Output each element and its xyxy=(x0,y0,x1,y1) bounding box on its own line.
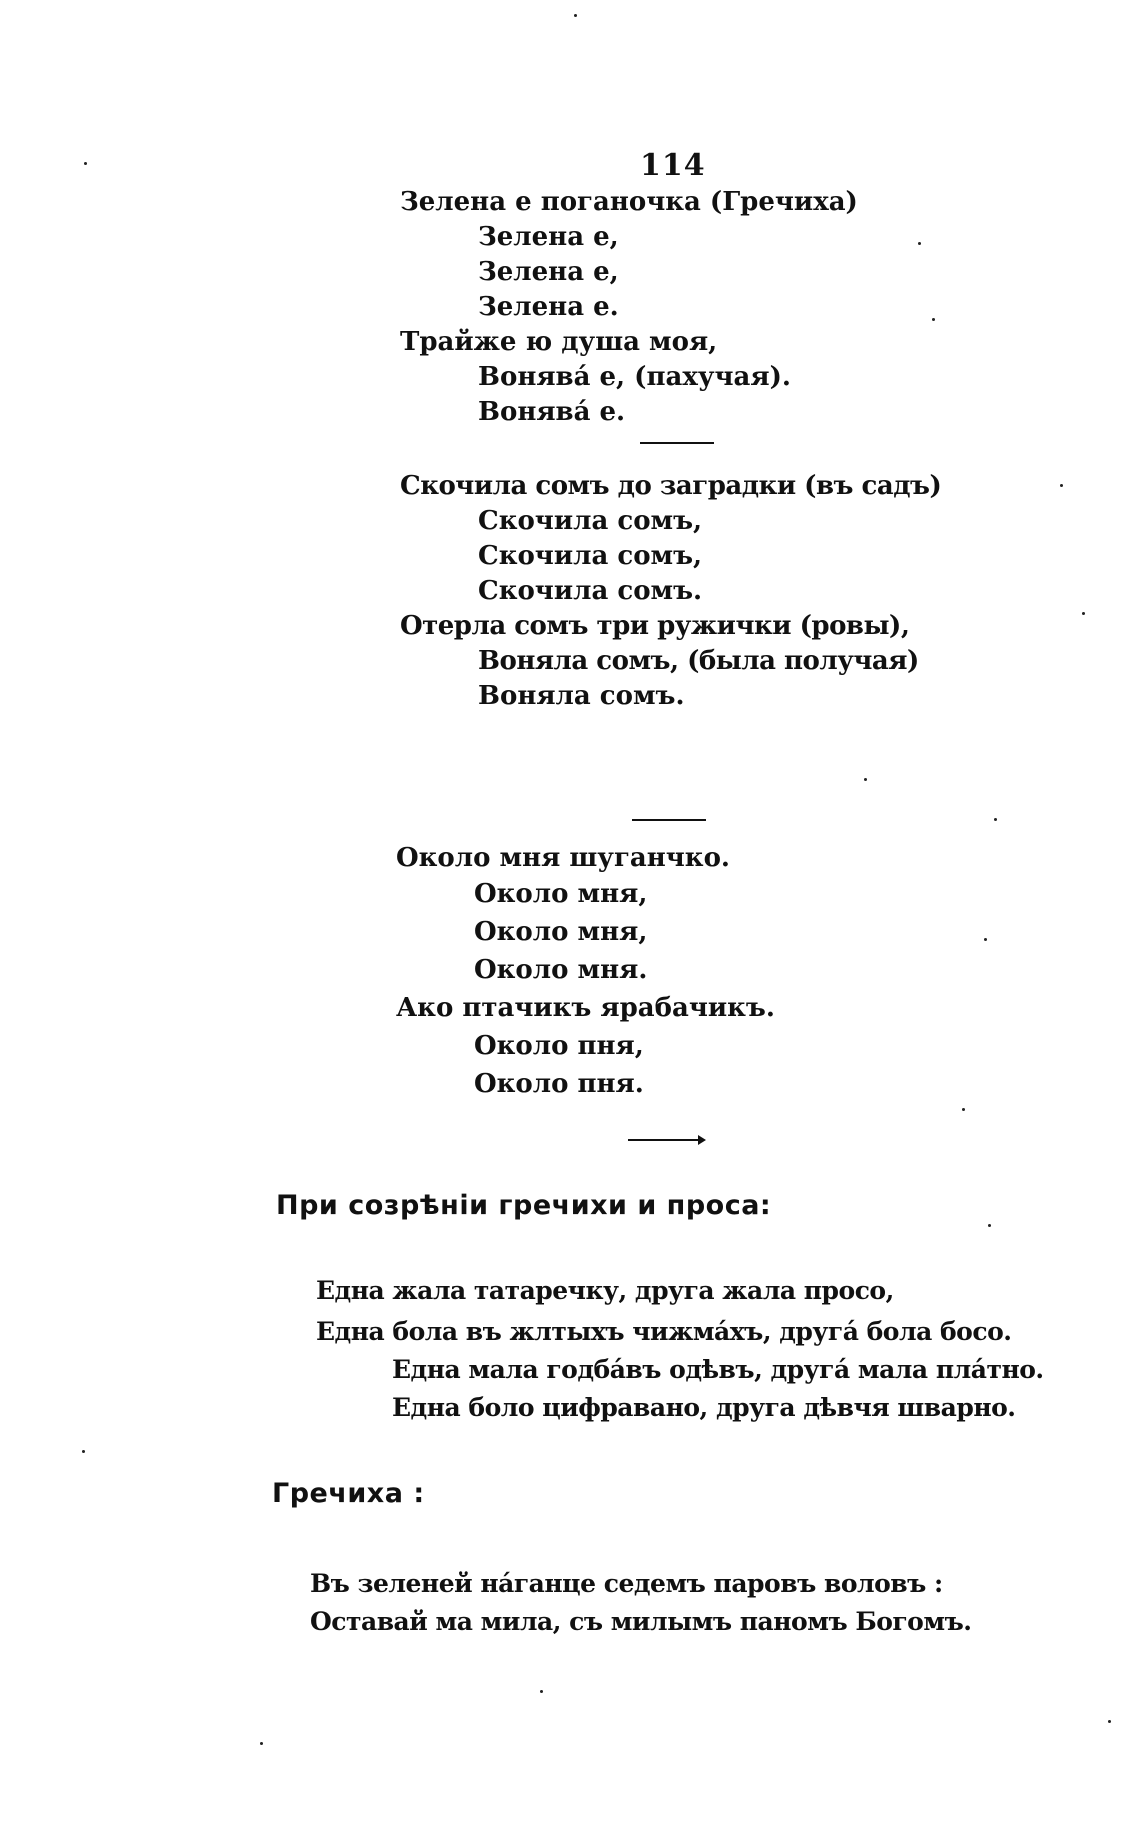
song-2-line-3: Скочила сомъ, xyxy=(478,541,703,571)
song-1-line-1: Зелена е поганочка (Гречиха) xyxy=(400,187,858,217)
speck xyxy=(574,14,577,17)
speck xyxy=(1082,612,1085,615)
speck xyxy=(988,1224,991,1227)
speck xyxy=(932,318,935,321)
song-2-line-4: Скочила сомъ. xyxy=(478,576,703,606)
section-1-heading: При созрѣніи гречихи и проса: xyxy=(276,1190,772,1221)
section-2-line-1: Въ зеленей нáганце седемъ паровъ воловъ : xyxy=(310,1569,943,1598)
song-1-line-6: Вонявá е, (пахучая). xyxy=(478,362,791,392)
stanza-divider-2 xyxy=(632,819,706,821)
song-3-line-1: Около мня шуганчко. xyxy=(396,843,730,873)
song-1-line-4: Зелена е. xyxy=(478,292,619,322)
speck xyxy=(82,1450,85,1453)
song-2-line-7: Воняла сомъ. xyxy=(478,681,685,711)
speck xyxy=(984,938,987,941)
song-3-line-3: Около мня, xyxy=(474,917,648,947)
song-1-line-2: Зелена е, xyxy=(478,222,619,252)
section-2-heading: Гречиха : xyxy=(272,1478,425,1509)
stanza-divider-1 xyxy=(640,442,714,444)
song-3-line-6: Около пня, xyxy=(474,1031,644,1061)
song-2-line-6: Воняла сомъ, (была получая) xyxy=(478,646,919,676)
song-3-line-5: Ако птачикъ ярабачикъ. xyxy=(396,993,775,1023)
section-1-line-1: Една жала татаречку, друга жала просо, xyxy=(316,1276,894,1305)
song-2-line-1: Скочила сомъ до заградки (въ садъ) xyxy=(400,471,942,501)
song-2-line-5: Отерла сомъ три ружички (ровы), xyxy=(400,611,910,641)
speck xyxy=(994,818,997,821)
song-3-line-4: Около мня. xyxy=(474,955,648,985)
song-1-line-3: Зелена е, xyxy=(478,257,619,287)
speck xyxy=(84,162,87,165)
speck xyxy=(1060,484,1063,487)
song-1-line-5: Трайже ю душа моя, xyxy=(400,327,718,357)
song-3-line-7: Около пня. xyxy=(474,1069,644,1099)
speck xyxy=(962,1108,965,1111)
song-3-line-2: Около мня, xyxy=(474,879,648,909)
speck xyxy=(260,1742,263,1745)
section-1-line-2: Една бола въ жлтыхъ чижмáхъ, другá бола босо. xyxy=(316,1317,1012,1346)
speck xyxy=(540,1690,543,1693)
speck xyxy=(1108,1720,1111,1723)
speck xyxy=(918,242,921,245)
speck xyxy=(864,778,867,781)
page-number: 114 xyxy=(640,148,706,183)
section-1-line-4: Една боло цифравано, друга дѣвчя шварно. xyxy=(392,1393,1016,1422)
section-1-line-3: Една мала годбáвъ одѣвъ, другá мала плáтно. xyxy=(392,1355,1044,1384)
song-1-line-7: Вонявá е. xyxy=(478,397,626,427)
arrow-divider xyxy=(628,1139,704,1141)
song-2-line-2: Скочила сомъ, xyxy=(478,506,703,536)
section-2-line-2: Оставай ма мила, съ милымъ паномъ Богомъ. xyxy=(310,1607,972,1636)
